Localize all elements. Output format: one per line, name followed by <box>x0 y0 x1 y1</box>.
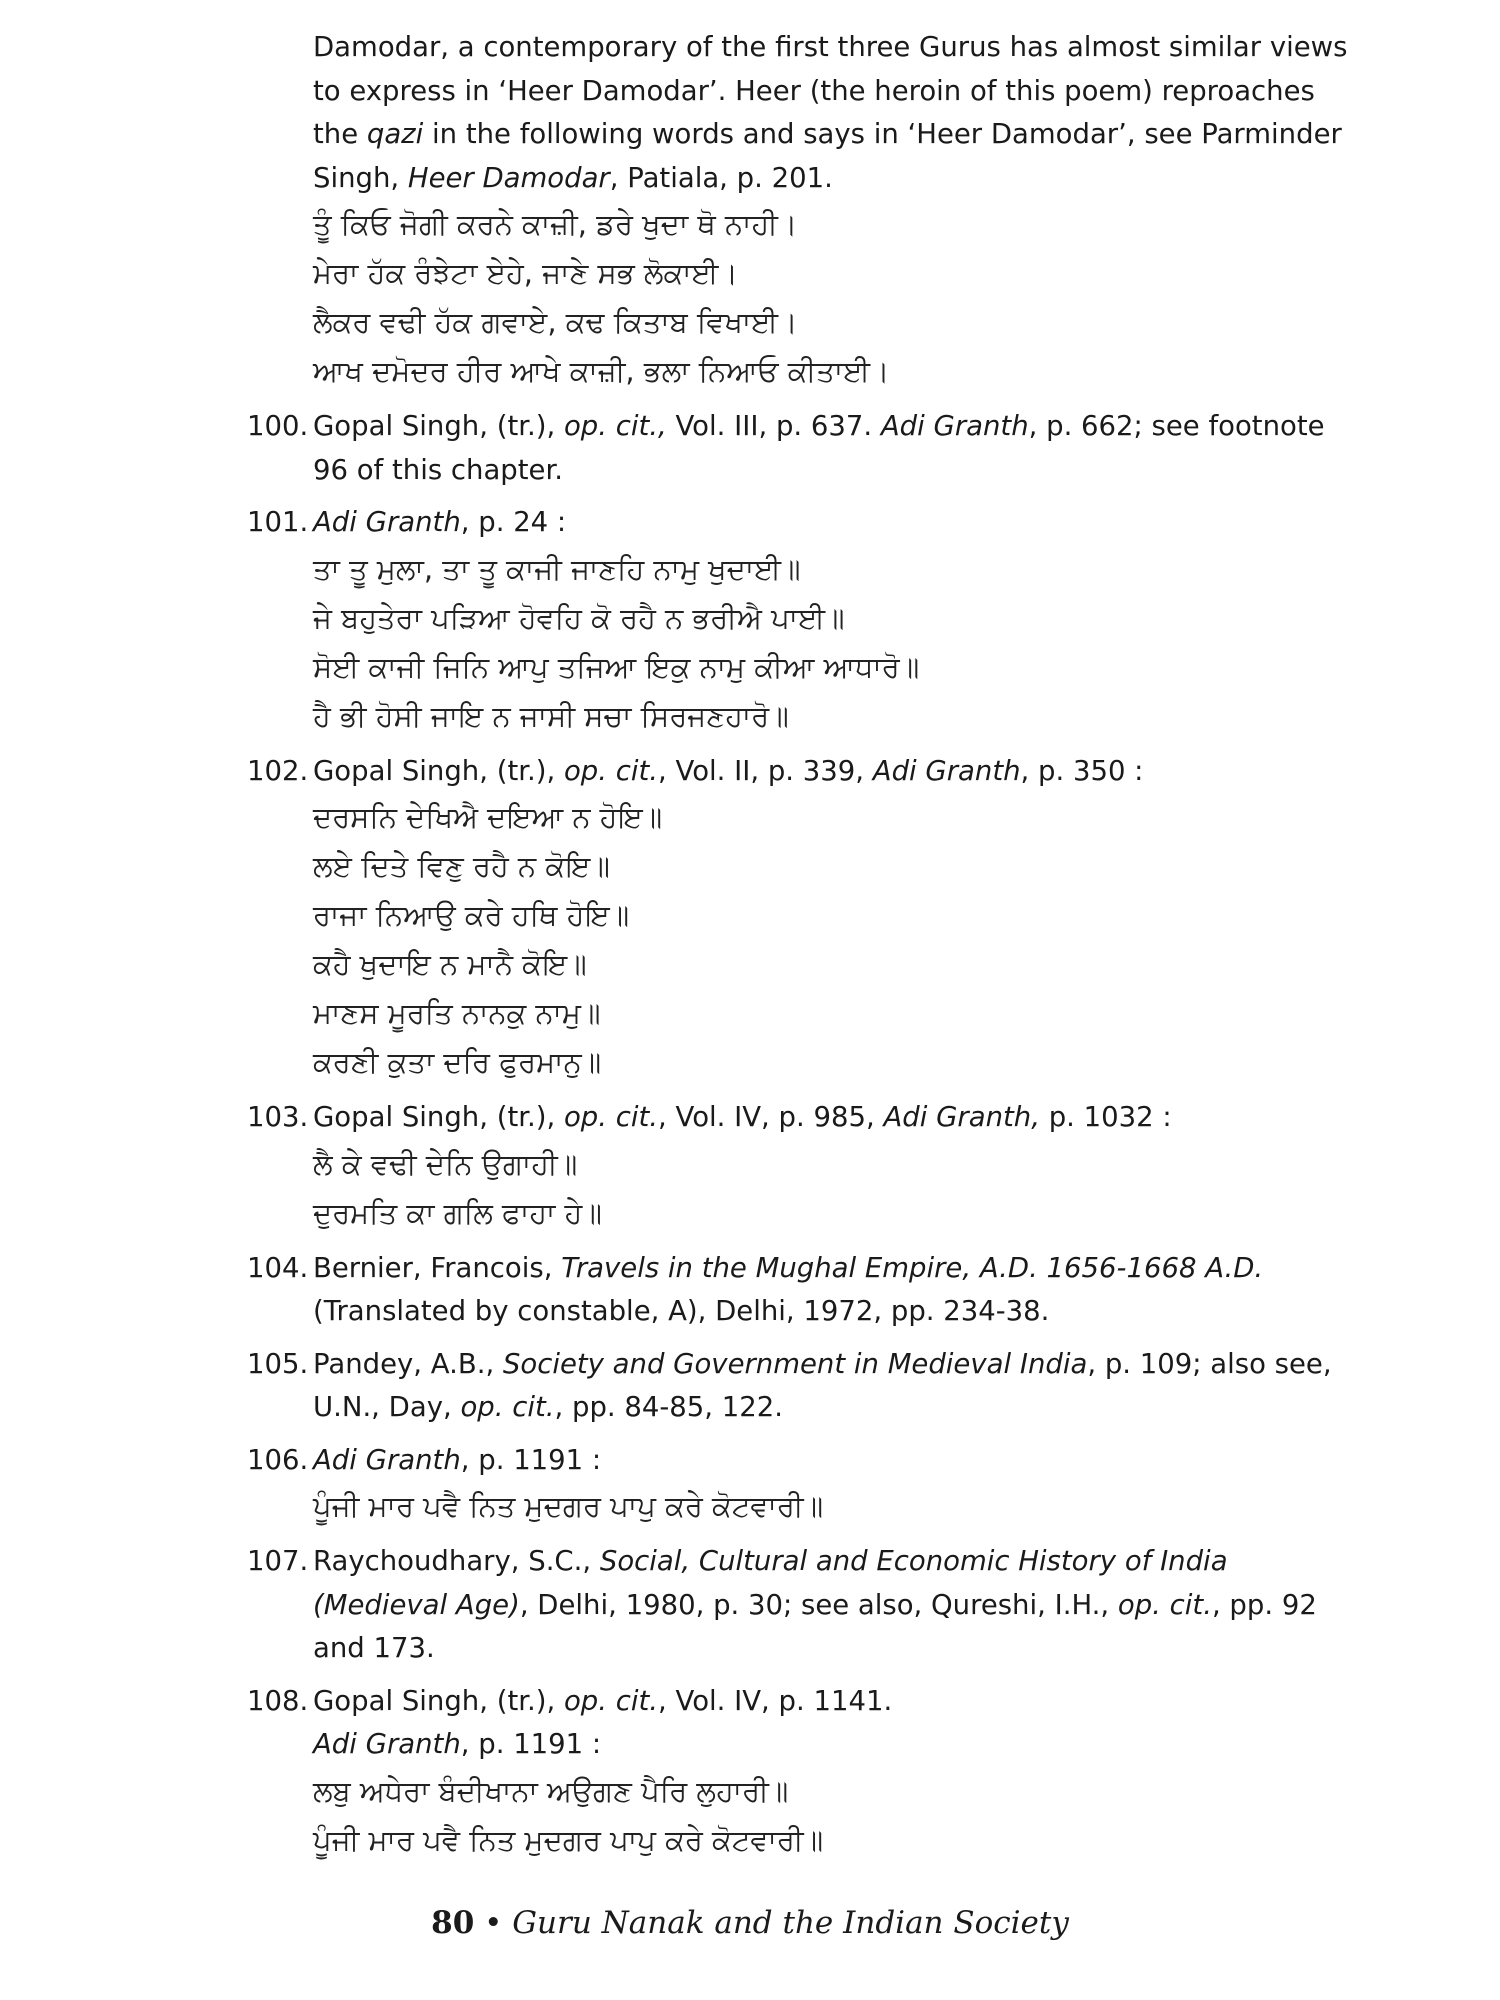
footnote-number: 105. <box>247 1347 309 1380</box>
italic-title: op. cit. <box>563 1101 659 1133</box>
footnote-number: 108. <box>247 1684 309 1717</box>
footnote <box>247 1439 1327 1532</box>
note-text-line <box>313 1439 1327 1483</box>
text-run: Gopal Singh, (tr.), <box>313 754 564 787</box>
italic-title: Adi Granth <box>313 1443 461 1476</box>
text-run: to express in ‘Heer Damodar’. Heer (the heroin of this poem) reproaches <box>313 74 1315 107</box>
text-run: Gopal Singh, (tr.), <box>313 1101 564 1133</box>
text-run: (Translated by constable, A), Delhi, 1972, pp. 234-38. <box>313 1295 1050 1327</box>
text-run: , p. 662; see footnote <box>1028 410 1325 442</box>
text-run: Bernier, Francois, <box>313 1251 562 1284</box>
gurmukhi-verse: ਹੈ ਭੀ ਹੋਸੀ ਜਾਇ ਨ ਜਾਸੀ ਸਚਾ ਸਿਰਜਣਹਾਰੋ॥ <box>313 698 789 733</box>
note-text-line <box>313 1096 1327 1140</box>
note-text-line <box>313 1723 1327 1767</box>
note-text-line <box>313 405 1327 449</box>
text-run: Singh, <box>313 161 408 194</box>
gurmukhi-verse: ਦਰਸਨਿ ਦੇਖਿਐ ਦਇਆ ਨ ਹੋਇ॥ <box>313 800 663 834</box>
text-run: Damodar, a contemporary of the first three Gurus has almost similar views <box>313 31 1348 63</box>
gurmukhi-verse: ਸੋਈ ਕਾਜੀ ਜਿਨਿ ਆਪੁ ਤਜਿਆ ਇਕੁ ਨਾਮੁ ਕੀਆ ਆਧਾਰੋ॥ <box>313 649 920 684</box>
note-text-line <box>313 1290 1327 1334</box>
footnote-number: 107. <box>247 1545 309 1577</box>
gurmukhi-verse: ਕਹੈ ਖੁਦਾਇ ਨ ਮਾਨੈ ਕੋਇ॥ <box>313 947 587 981</box>
note-text-line <box>313 157 1327 201</box>
footer-separator: • <box>484 1905 503 1941</box>
gurmukhi-verse: ਪੂੰਜੀ ਮਾਰ ਪਵੈ ਨਿਤ ਮੁਦਗਰ ਪਾਪੁ ਕਰੇ ਕੋਟਵਾਰੀ॥ <box>313 1489 824 1523</box>
gurmukhi-verse: ਤੂੰ ਕਿਓ ਜੋਗੀ ਕਰਨੇ ਕਾਜ਼ੀ, ਡਰੇ ਖੁਦਾ ਥੋ ਨਾਹੀ। <box>313 207 798 241</box>
text-run: and 173. <box>313 1632 435 1664</box>
note-text-line <box>313 1386 1327 1430</box>
note-text-line <box>313 449 1327 493</box>
page-footer <box>0 1905 1500 1941</box>
gurmukhi-verse: ਲੈਕਰ ਵਢੀ ਹੱਕ ਗਵਾਏ, ਕਢ ਕਿਤਾਬ ਵਿਖਾਈ। <box>313 305 798 339</box>
footnote <box>247 1540 1327 1671</box>
footnote <box>247 1343 1332 1430</box>
gurmukhi-verse: ਜੇ ਬਹੁਤੇਰਾ ਪੜਿਆ ਹੋਵਹਿ ਕੋ ਰਹੈ ਨ ਭਰੀਐ ਪਾਈ॥ <box>313 600 845 635</box>
footnote-number: 106. <box>247 1443 309 1476</box>
italic-title: Heer Damodar <box>407 161 610 194</box>
text-run: , pp. 92 <box>1211 1588 1317 1621</box>
text-run: p. 1032 : <box>1039 1101 1172 1133</box>
note-text-line <box>313 750 1327 794</box>
gurmukhi-verse: ਕਰਣੀ ਕੁਤਾ ਦਰਿ ਫੁਰਮਾਨੁ॥ <box>313 1045 602 1079</box>
italic-title: Adi Granth <box>313 1728 461 1760</box>
italic-title: Travels in the Mughal Empire, A.D. 1656-1668 A.D. <box>561 1251 1264 1284</box>
text-run: Gopal Singh, (tr.), <box>313 1684 564 1717</box>
italic-title: Adi Granth <box>872 754 1021 787</box>
footnotes-list <box>247 26 1348 1874</box>
text-run: , p. 350 : <box>1020 754 1144 787</box>
italic-title: Adi Granth <box>880 410 1029 442</box>
note-text-line <box>313 1540 1327 1584</box>
italic-title: Society and Government in Medieval India <box>502 1347 1088 1380</box>
italic-title: Adi Granth <box>313 506 461 538</box>
note-text-line <box>313 1584 1327 1628</box>
text-run: , Vol. IV, p. 985, <box>658 1101 884 1133</box>
italic-title: op. cit. <box>1117 1588 1212 1621</box>
text-run: , Delhi, 1980, p. 30; see also, Qureshi, I.H., <box>519 1588 1118 1621</box>
italic-title: qazi <box>366 118 424 150</box>
text-run: , Vol. II, p. 339, <box>658 754 873 787</box>
note-text-line <box>313 70 1327 114</box>
footnote <box>247 1247 1327 1334</box>
italic-title: op. cit. <box>563 754 659 787</box>
italic-title: op. cit. <box>460 1391 555 1423</box>
footnote-number: 100. <box>247 410 309 442</box>
footnote <box>247 750 1327 1088</box>
gurmukhi-verse: ਲਏ ਦਿਤੇ ਵਿਣੁ ਰਹੈ ਨ ਕੋਇ॥ <box>313 849 610 883</box>
text-run: Gopal Singh, (tr.), <box>313 410 564 442</box>
text-run: , Patiala, p. 201. <box>609 161 833 194</box>
note-text-line <box>313 1680 1327 1724</box>
footnote-continuation <box>247 26 1348 396</box>
note-text-line <box>313 1627 1327 1671</box>
note-text-line <box>313 26 1348 70</box>
italic-title: op. cit. <box>563 1684 659 1717</box>
note-text-line <box>313 113 1342 157</box>
text-run: 96 of this chapter. <box>313 453 563 486</box>
footnote <box>247 501 1327 741</box>
footnote-number: 103. <box>247 1101 309 1133</box>
gurmukhi-verse: ਪੂੰਜੀ ਮਾਰ ਪਵੈ ਨਿਤ ਮੁਦਗਰ ਪਾਪੁ ਕਰੇ ਕੋਟਵਾਰੀ॥ <box>313 1822 824 1857</box>
note-text-line <box>313 1343 1332 1387</box>
italic-title: (Medieval Age) <box>313 1588 520 1621</box>
footnote-number: 101. <box>247 506 309 538</box>
text-run: Vol. III, p. 637. <box>666 410 881 442</box>
text-run: in the following words and says in ‘Heer Damodar’, see Parminder <box>423 118 1342 150</box>
text-run: , pp. 84-85, 122. <box>554 1391 784 1423</box>
footnote-number: 104. <box>247 1251 309 1284</box>
footnote <box>247 1096 1327 1238</box>
text-run: the <box>313 118 367 150</box>
text-run: , p. 109; also see, <box>1087 1347 1332 1380</box>
note-text-line <box>313 1247 1327 1291</box>
gurmukhi-verse: ਤਾ ਤੂ ਮੁਲਾ, ਤਾ ਤੂ ਕਾਜੀ ਜਾਣਹਿ ਨਾਮੁ ਖੁਦਾਈ॥ <box>313 551 801 586</box>
text-run: Raychoudhary, S.C., <box>313 1545 600 1577</box>
footnote <box>247 405 1327 492</box>
gurmukhi-verse: ਲੈ ਕੇ ਵਢੀ ਦੇਨਿ ਉਗਾਹੀ॥ <box>313 1146 578 1181</box>
gurmukhi-verse: ਮੇਰਾ ਹੱਕ ਰੰਝੇਟਾ ਏਹੇ, ਜਾਣੇ ਸਭ ਲੋਕਾਈ। <box>313 256 738 290</box>
text-run: , Vol. IV, p. 1141. <box>658 1684 893 1717</box>
text-run: U.N., Day, <box>313 1391 461 1423</box>
text-run: , p. 1191 : <box>460 1443 602 1476</box>
text-run: , p. 24 : <box>460 506 567 538</box>
footnote-number: 102. <box>247 754 309 787</box>
footnote <box>247 1680 1327 1865</box>
italic-title: Adi Granth, <box>883 1101 1040 1133</box>
gurmukhi-verse: ਦੁਰਮਤਿ ਕਾ ਗਲਿ ਫਾਹਾ ਹੇ॥ <box>313 1195 602 1230</box>
note-text-line <box>313 501 1327 545</box>
italic-title: op. cit., <box>563 410 667 442</box>
gurmukhi-verse: ਰਾਜਾ ਨਿਆਉ ਕਰੇ ਹਥਿ ਹੋਇ॥ <box>313 898 630 932</box>
gurmukhi-verse: ਆਖ ਦਮੋਦਰ ਹੀਰ ਆਖੇ ਕਾਜ਼ੀ, ਭਲਾ ਨਿਆਓ ਕੀਤਾਈ। <box>313 354 890 388</box>
gurmukhi-verse: ਲਬੁ ਅਧੇਰਾ ਬੰਦੀਖਾਨਾ ਅਉਗਣ ਪੈਰਿ ਲੁਹਾਰੀ॥ <box>313 1773 789 1808</box>
gurmukhi-verse: ਮਾਣਸ ਮੂਰਤਿ ਨਾਨਕੁ ਨਾਮੁ॥ <box>313 996 601 1030</box>
book-title: Guru Nanak and the Indian Society <box>512 1905 1069 1941</box>
text-run: , p. 1191 : <box>460 1728 602 1760</box>
italic-title: Social, Cultural and Economic History of India <box>599 1545 1228 1577</box>
text-run: Pandey, A.B., <box>313 1347 503 1380</box>
page-number: 80 <box>431 1905 475 1941</box>
